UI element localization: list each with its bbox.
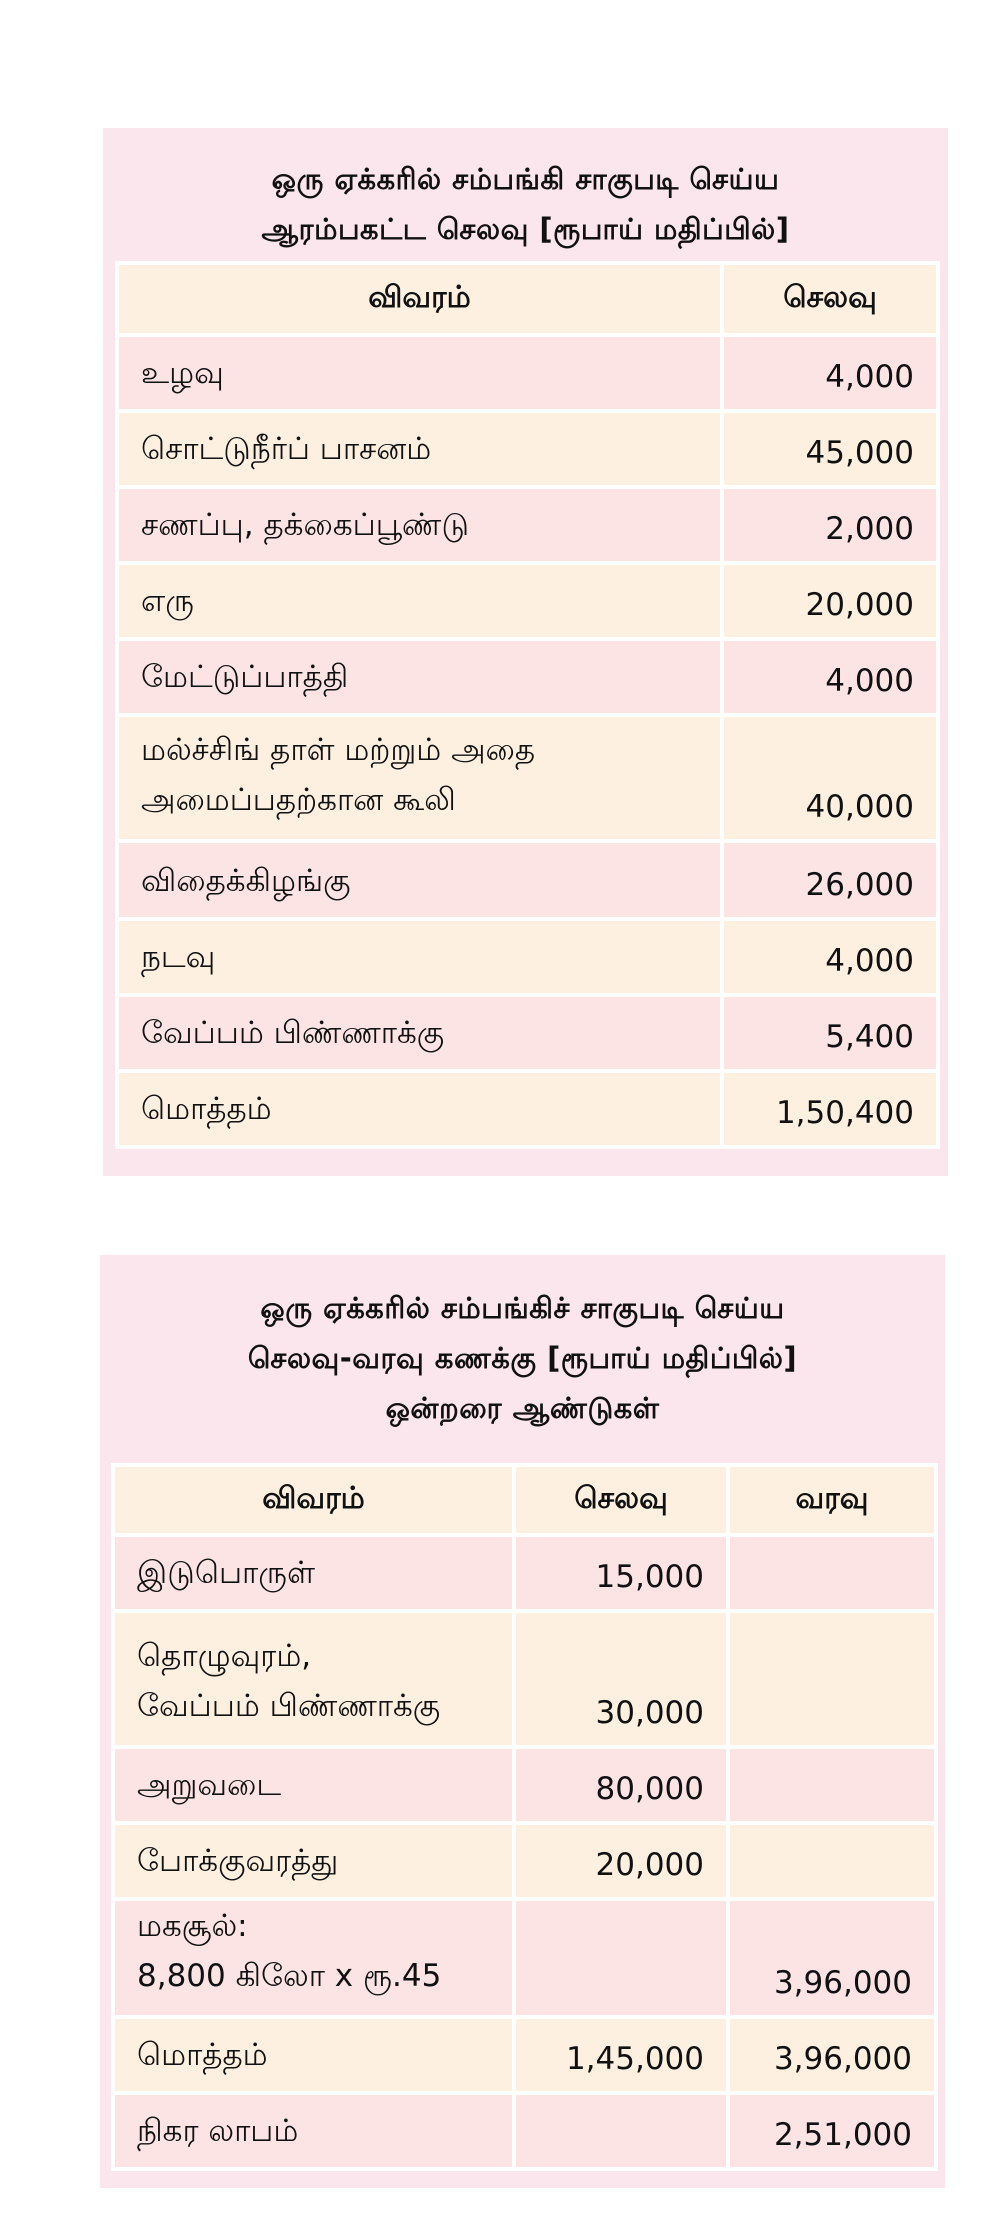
total-row <box>113 2017 936 2093</box>
table-header-row <box>113 1465 936 1535</box>
item-cell <box>113 1899 514 2017</box>
item-line: 8,800 கிலோ x ரூ.45 <box>137 1958 442 1994</box>
item-line: தொழுவுரம், <box>137 1638 312 1674</box>
table-row <box>117 487 938 563</box>
table-row <box>117 411 938 487</box>
table-row <box>117 995 938 1071</box>
cost-cell: 15,000 <box>514 1535 728 1611</box>
initial-cost-title <box>115 154 936 261</box>
cost-cell: 80,000 <box>514 1747 728 1823</box>
cost-cell: 30,000 <box>514 1611 728 1747</box>
total-row <box>117 1071 938 1147</box>
cost-cell: 20,000 <box>514 1823 728 1899</box>
item-cell: நடவு <box>117 919 722 995</box>
cost-cell: 2,000 <box>722 487 938 563</box>
item-cell: உழவு <box>117 335 722 411</box>
cost-cell: 26,000 <box>722 841 938 919</box>
item-cell: எரு <box>117 563 722 639</box>
cost-cell: 4,000 <box>722 919 938 995</box>
item-cell: சணப்பு, தக்கைப்பூண்டு <box>117 487 722 563</box>
title-line: ஒரு ஏக்கரில் சம்பங்கி சாகுபடி செய்ய <box>271 162 780 196</box>
column-header-cost: செலவு <box>514 1465 728 1535</box>
column-header-item: விவரம் <box>113 1465 514 1535</box>
item-cell: நிகர லாபம் <box>113 2093 514 2169</box>
table-row <box>117 639 938 715</box>
table-row <box>117 563 938 639</box>
item-cell: அறுவடை <box>113 1747 514 1823</box>
net-profit-row <box>113 2093 936 2169</box>
table-row <box>113 1823 936 1899</box>
table-row <box>113 1747 936 1823</box>
table-row <box>117 841 938 919</box>
item-line: மல்ச்சிங் தாள் மற்றும் அதை <box>141 732 536 768</box>
title-line: ஆரம்பகட்ட செலவு [ரூபாய் மதிப்பில்] <box>261 212 790 246</box>
cost-cell: 1,45,000 <box>514 2017 728 2093</box>
initial-cost-panel <box>103 128 948 1176</box>
title-line: செலவு-வரவு கணக்கு [ரூபாய் மதிப்பில்] <box>247 1341 798 1375</box>
item-line: வேப்பம் பிண்ணாக்கு <box>137 1688 441 1724</box>
cost-cell: 4,000 <box>722 335 938 411</box>
table-row <box>117 335 938 411</box>
cost-cell: 20,000 <box>722 563 938 639</box>
title-line: ஒரு ஏக்கரில் சம்பங்கிச் சாகுபடி செய்ய <box>260 1291 785 1325</box>
cost-cell: 40,000 <box>722 715 938 841</box>
cost-cell: 5,400 <box>722 995 938 1071</box>
income-cell: 2,51,000 <box>728 2093 936 2169</box>
item-cell: சொட்டுநீர்ப் பாசனம் <box>117 411 722 487</box>
income-cell <box>728 1611 936 1747</box>
title-line: ஒன்றரை ஆண்டுகள் <box>385 1391 660 1425</box>
item-cell <box>113 1611 514 1747</box>
cost-income-panel <box>100 1255 945 2188</box>
item-line: மகசூல்: <box>137 1908 248 1944</box>
cost-cell <box>514 2093 728 2169</box>
income-cell <box>728 1823 936 1899</box>
column-header-cost: செலவு <box>722 263 938 335</box>
table-row <box>117 715 938 841</box>
column-header-income: வரவு <box>728 1465 936 1535</box>
income-cell: 3,96,000 <box>728 1899 936 2017</box>
income-cell <box>728 1535 936 1611</box>
column-header-item: விவரம் <box>117 263 722 335</box>
item-cell: வேப்பம் பிண்ணாக்கு <box>117 995 722 1071</box>
item-cell <box>117 715 722 841</box>
item-cell: விதைக்கிழங்கு <box>117 841 722 919</box>
income-cell <box>728 1747 936 1823</box>
item-line: அமைப்பதற்கான கூலி <box>141 782 456 818</box>
item-cell: மேட்டுப்பாத்தி <box>117 639 722 715</box>
table-row <box>117 919 938 995</box>
cost-cell: 1,50,400 <box>722 1071 938 1147</box>
table-row <box>113 1899 936 2017</box>
cost-cell: 45,000 <box>722 411 938 487</box>
item-cell: போக்குவரத்து <box>113 1823 514 1899</box>
table-row <box>113 1611 936 1747</box>
table-header-row <box>117 263 938 335</box>
item-cell: மொத்தம் <box>113 2017 514 2093</box>
cost-cell: 4,000 <box>722 639 938 715</box>
item-cell: மொத்தம் <box>117 1071 722 1147</box>
cost-income-table <box>111 1463 938 2171</box>
initial-cost-table <box>115 261 940 1149</box>
income-cell: 3,96,000 <box>728 2017 936 2093</box>
table-row <box>113 1535 936 1611</box>
item-cell: இடுபொருள் <box>113 1535 514 1611</box>
cost-cell <box>514 1899 728 2017</box>
cost-income-title <box>111 1283 934 1463</box>
